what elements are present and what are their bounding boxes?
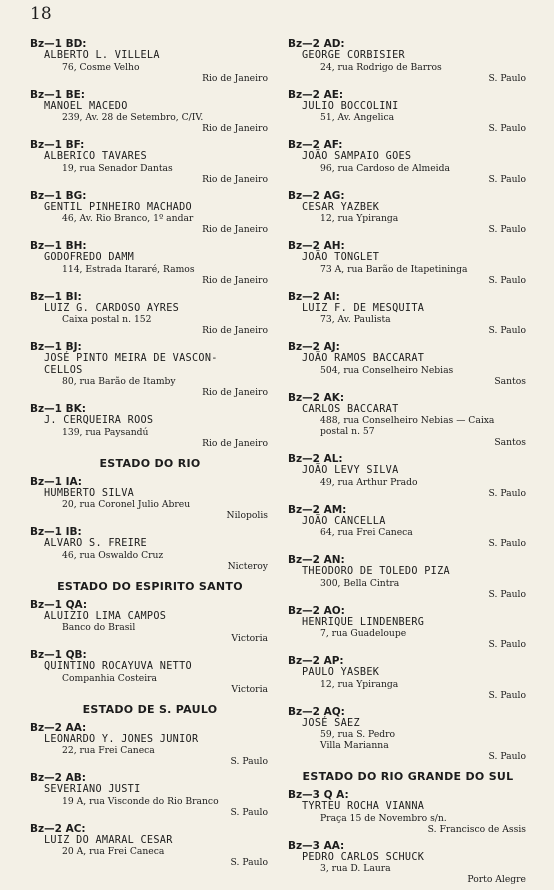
entry-code: Bz—2 AQ:: [288, 705, 345, 718]
entry-address: 73, Av. Paulista: [320, 314, 391, 325]
entry-code: Bz—2 AK:: [288, 391, 345, 404]
entry-address: 19, rua Senador Dantas: [62, 162, 173, 174]
entry-code: Bz—2 AL:: [288, 453, 343, 465]
entry-address: 12, rua Ypiranga: [320, 678, 399, 690]
entry-code: Bz—2 AO:: [288, 604, 345, 617]
entry-address: 239, Av. 28 de Setembro, C/IV.: [62, 112, 204, 123]
entry-city: Rio de Janeiro: [202, 72, 268, 84]
directory-entry: [288, 453, 528, 499]
entry-code: Bz—2 AG:: [288, 189, 345, 202]
entry-code: Bz—1 QB:: [30, 649, 87, 661]
entry-name: HUMBERTO SILVA: [44, 487, 135, 499]
section-heading: ESTADO DO ESPIRITO SANTO: [57, 579, 243, 593]
entry-name: MANOEL MACEDO: [44, 100, 128, 112]
entry-city: Rio de Janeiro: [202, 224, 268, 235]
entry-address: 46, Av. Rio Branco, 1º andar: [62, 213, 194, 224]
entry-address: Companhia Costeira: [62, 672, 158, 684]
entry-address: 46, rua Oswaldo Cruz: [62, 549, 164, 561]
directory-entry: [288, 789, 528, 835]
entry-address: 20, rua Coronel Julio Abreu: [62, 499, 191, 510]
entry-code: Bz—2 AI:: [288, 290, 340, 303]
section-heading: ESTADO DO RIO: [99, 456, 201, 470]
entry-name: LUIZ F. DE MESQUITA: [302, 302, 425, 314]
right-column: [288, 38, 528, 890]
directory-entry: [288, 38, 528, 84]
directory-entry: [288, 605, 528, 651]
entry-city: Porto Alegre: [467, 874, 526, 885]
entry-code: Bz—3 Q A:: [288, 789, 349, 801]
entry-address: 3, rua D. Laura: [320, 863, 391, 874]
directory-entry: [30, 291, 270, 337]
directory-entry: [30, 240, 270, 286]
entry-address: 96, rua Cardoso de Almeida: [320, 162, 450, 174]
entry-name: J. CERQUEIRA ROOS: [44, 415, 154, 426]
entry-city: Santos: [494, 437, 526, 448]
entry-name: JOÃO SAMPAIO GOES: [302, 151, 412, 162]
entry-city: S. Paulo: [230, 756, 268, 767]
entry-name: GODOFREDO DAMM: [44, 252, 135, 263]
section-heading: ESTADO DE S. PAULO: [82, 702, 218, 716]
entry-name: GEORGE CORBISIER: [302, 50, 405, 61]
directory-entry: [288, 554, 528, 600]
entry-address: Praça 15 de Novembro s/n.: [320, 812, 447, 824]
directory-entry: [288, 89, 528, 135]
entry-code: Bz—2 AE:: [288, 88, 344, 101]
entry-city: Rio de Janeiro: [202, 274, 268, 286]
entry-city: S. Paulo: [230, 806, 268, 818]
entry-code: Bz—1 QA:: [30, 598, 88, 611]
entry-city: S. Paulo: [488, 538, 526, 549]
entry-address: 300, Bella Cintra: [320, 577, 400, 589]
entry-address: 7, rua Guadeloupe: [320, 628, 407, 639]
entry-city: S. Paulo: [488, 72, 526, 84]
entry-city: S. Paulo: [488, 274, 526, 286]
entry-address: 80, rua Barão de Itamby: [62, 376, 176, 387]
entry-city: S. Paulo: [488, 639, 526, 650]
entry-code: Bz—1 BE:: [30, 88, 85, 101]
entry-name: JOÃO LEVY SILVA: [302, 465, 399, 476]
entry-code: Bz—1 BG:: [30, 189, 87, 202]
entry-code: Bz—1 IB:: [30, 526, 82, 538]
directory-entry: [30, 649, 270, 695]
entry-address: 76, Cosme Velho: [62, 61, 140, 73]
directory-entry: [30, 476, 270, 522]
entry-city: S. Paulo: [488, 224, 526, 235]
entry-name: ALBERICO TAVARES: [44, 151, 147, 162]
entry-code: Bz—2 AJ:: [288, 341, 340, 353]
entry-city: Nilopolis: [226, 510, 268, 521]
entry-city: S. Paulo: [488, 487, 526, 499]
entry-code: Bz—2 AN:: [288, 554, 345, 566]
directory-entry: [30, 722, 270, 768]
entry-name: CESAR YAZBEK: [302, 201, 380, 213]
entry-city: Rio de Janeiro: [202, 387, 268, 398]
entry-city: S. Paulo: [488, 325, 526, 336]
directory-entry: [30, 139, 270, 185]
directory-entry: [288, 240, 528, 286]
entry-city: Victoria: [231, 683, 268, 695]
directory-entry: [30, 190, 270, 236]
entry-name: PAULO YASBEK: [302, 667, 380, 678]
entry-address: 504, rua Conselheiro Nebias: [320, 364, 454, 376]
entry-code: Bz—2 AF:: [288, 139, 343, 151]
directory-entry: [30, 89, 270, 135]
entry-name: QUINTINO ROCAYUVA NETTO: [44, 661, 192, 672]
directory-entry: [30, 403, 270, 449]
entry-city: S. Paulo: [488, 751, 526, 762]
entry-city: Rio de Janeiro: [202, 325, 268, 336]
entry-code: Bz—2 AP:: [288, 655, 344, 667]
entry-name: JULIO BOCCOLINI: [302, 100, 399, 112]
directory-entry: [30, 823, 270, 869]
directory-entry: [288, 341, 528, 387]
section-heading: ESTADO DO RIO GRANDE DO SUL: [302, 770, 514, 783]
entry-code: Bz—1 BJ:: [30, 341, 82, 353]
entry-address: 20 A, rua Frei Caneca: [62, 846, 165, 857]
entry-code: Bz—1 BH:: [30, 240, 87, 252]
entry-address: 51, Av. Angelica: [320, 112, 395, 123]
entry-name: LEONARDO Y. JONES JUNIOR: [44, 733, 199, 745]
entry-address: 64, rua Frei Caneca: [320, 527, 413, 538]
entry-address: 22, rua Frei Caneca: [62, 745, 155, 756]
entry-city: S. Paulo: [488, 123, 526, 134]
entry-name: HENRIQUE LINDENBERG: [302, 616, 425, 628]
page-number: 18: [30, 4, 52, 24]
entry-city: S. Paulo: [230, 857, 268, 868]
entry-code: Bz—2 AA:: [30, 721, 87, 734]
entry-city: S. Francisco de Assis: [427, 823, 526, 835]
directory-entry: [288, 504, 528, 550]
directory-entry: [288, 392, 528, 449]
entry-name: PEDRO CARLOS SCHUCK: [302, 851, 425, 863]
directory-entry: [30, 599, 270, 645]
entry-address: 59, rua S. Pedro Villa Marianna: [320, 729, 396, 751]
entry-name: JOSÉ PINTO MEIRA DE VASCON- CELLOS: [44, 353, 218, 376]
entry-address: 114, Estrada Itararé, Ramos: [62, 263, 195, 275]
directory-entry: [288, 190, 528, 236]
entry-address: 139, rua Paysandú: [62, 426, 149, 438]
entry-name: JOÃO TONGLET: [302, 252, 380, 263]
entry-city: Rio de Janeiro: [202, 437, 268, 449]
entry-name: ALBERTO L. VILLELA: [44, 50, 160, 61]
directory-entry: [30, 38, 270, 84]
entry-city: Santos: [494, 375, 526, 387]
directory-entry: [30, 341, 270, 398]
entry-code: Bz—2 AM:: [288, 503, 347, 516]
entry-city: Rio de Janeiro: [202, 173, 268, 185]
entry-city: S. Paulo: [488, 588, 526, 600]
entry-address: 12, rua Ypiranga: [320, 213, 399, 224]
entry-name: ALUIZIO LIMA CAMPOS: [44, 610, 167, 622]
directory-entry: [288, 655, 528, 701]
directory-entry: [288, 139, 528, 185]
entry-city: Victoria: [231, 633, 268, 644]
entry-city: Nicteroy: [227, 560, 268, 572]
entry-city: S. Paulo: [488, 173, 526, 185]
entry-address: 19 A, rua Visconde do Rio Branco: [62, 795, 219, 807]
entry-address: Caixa postal n. 152: [62, 314, 152, 325]
entry-code: Bz—1 BK:: [30, 403, 86, 415]
entry-address: Banco do Brasil: [62, 622, 136, 633]
entry-code: Bz—2 AB:: [30, 772, 86, 784]
directory-entry: [288, 706, 528, 763]
entry-name: SEVERIANO JUSTI: [44, 784, 141, 795]
entry-address: 488, rua Conselheiro Nebias — Caixa postal n. 57: [320, 415, 495, 437]
entry-city: Rio de Janeiro: [202, 123, 268, 134]
entry-code: Bz—1 BI:: [30, 290, 82, 303]
entry-city: S. Paulo: [488, 689, 526, 701]
entry-code: Bz—2 AD:: [288, 38, 345, 50]
left-column: [30, 38, 270, 873]
entry-name: ALVARO S. FREIRE: [44, 538, 147, 549]
directory-entry: [288, 840, 528, 886]
entry-address: 49, rua Arthur Prado: [320, 476, 418, 488]
entry-name: GENTIL PINHEIRO MACHADO: [44, 201, 192, 213]
entry-name: JOÃO CANCELLA: [302, 515, 386, 527]
entry-name: TYRTEU ROCHA VIANNA: [302, 801, 425, 812]
entry-name: JOÃO RAMOS BACCARAT: [302, 353, 425, 364]
entry-code: Bz—1 BD:: [30, 38, 87, 50]
entry-name: LUIZ DO AMARAL CESAR: [44, 834, 173, 846]
entry-address: 73 A, rua Barão de Itapetininga: [320, 263, 468, 275]
entry-name: THEODORO DE TOLEDO PIZA: [302, 566, 450, 577]
entry-name: CARLOS BACCARAT: [302, 403, 399, 415]
directory-entry: [288, 291, 528, 337]
entry-name: JOSÉ SAEZ: [302, 717, 360, 729]
entry-address: 24, rua Rodrigo de Barros: [320, 61, 442, 73]
directory-entry: [30, 526, 270, 572]
entry-code: Bz—2 AH:: [288, 240, 345, 252]
directory-entry: [30, 772, 270, 818]
entry-code: Bz—3 AA:: [288, 839, 345, 852]
entry-code: Bz—1 BF:: [30, 139, 85, 151]
entry-code: Bz—1 IA:: [30, 475, 83, 488]
entry-name: LUIZ G. CARDOSO AYRES: [44, 302, 180, 314]
entry-code: Bz—2 AC:: [30, 822, 86, 835]
